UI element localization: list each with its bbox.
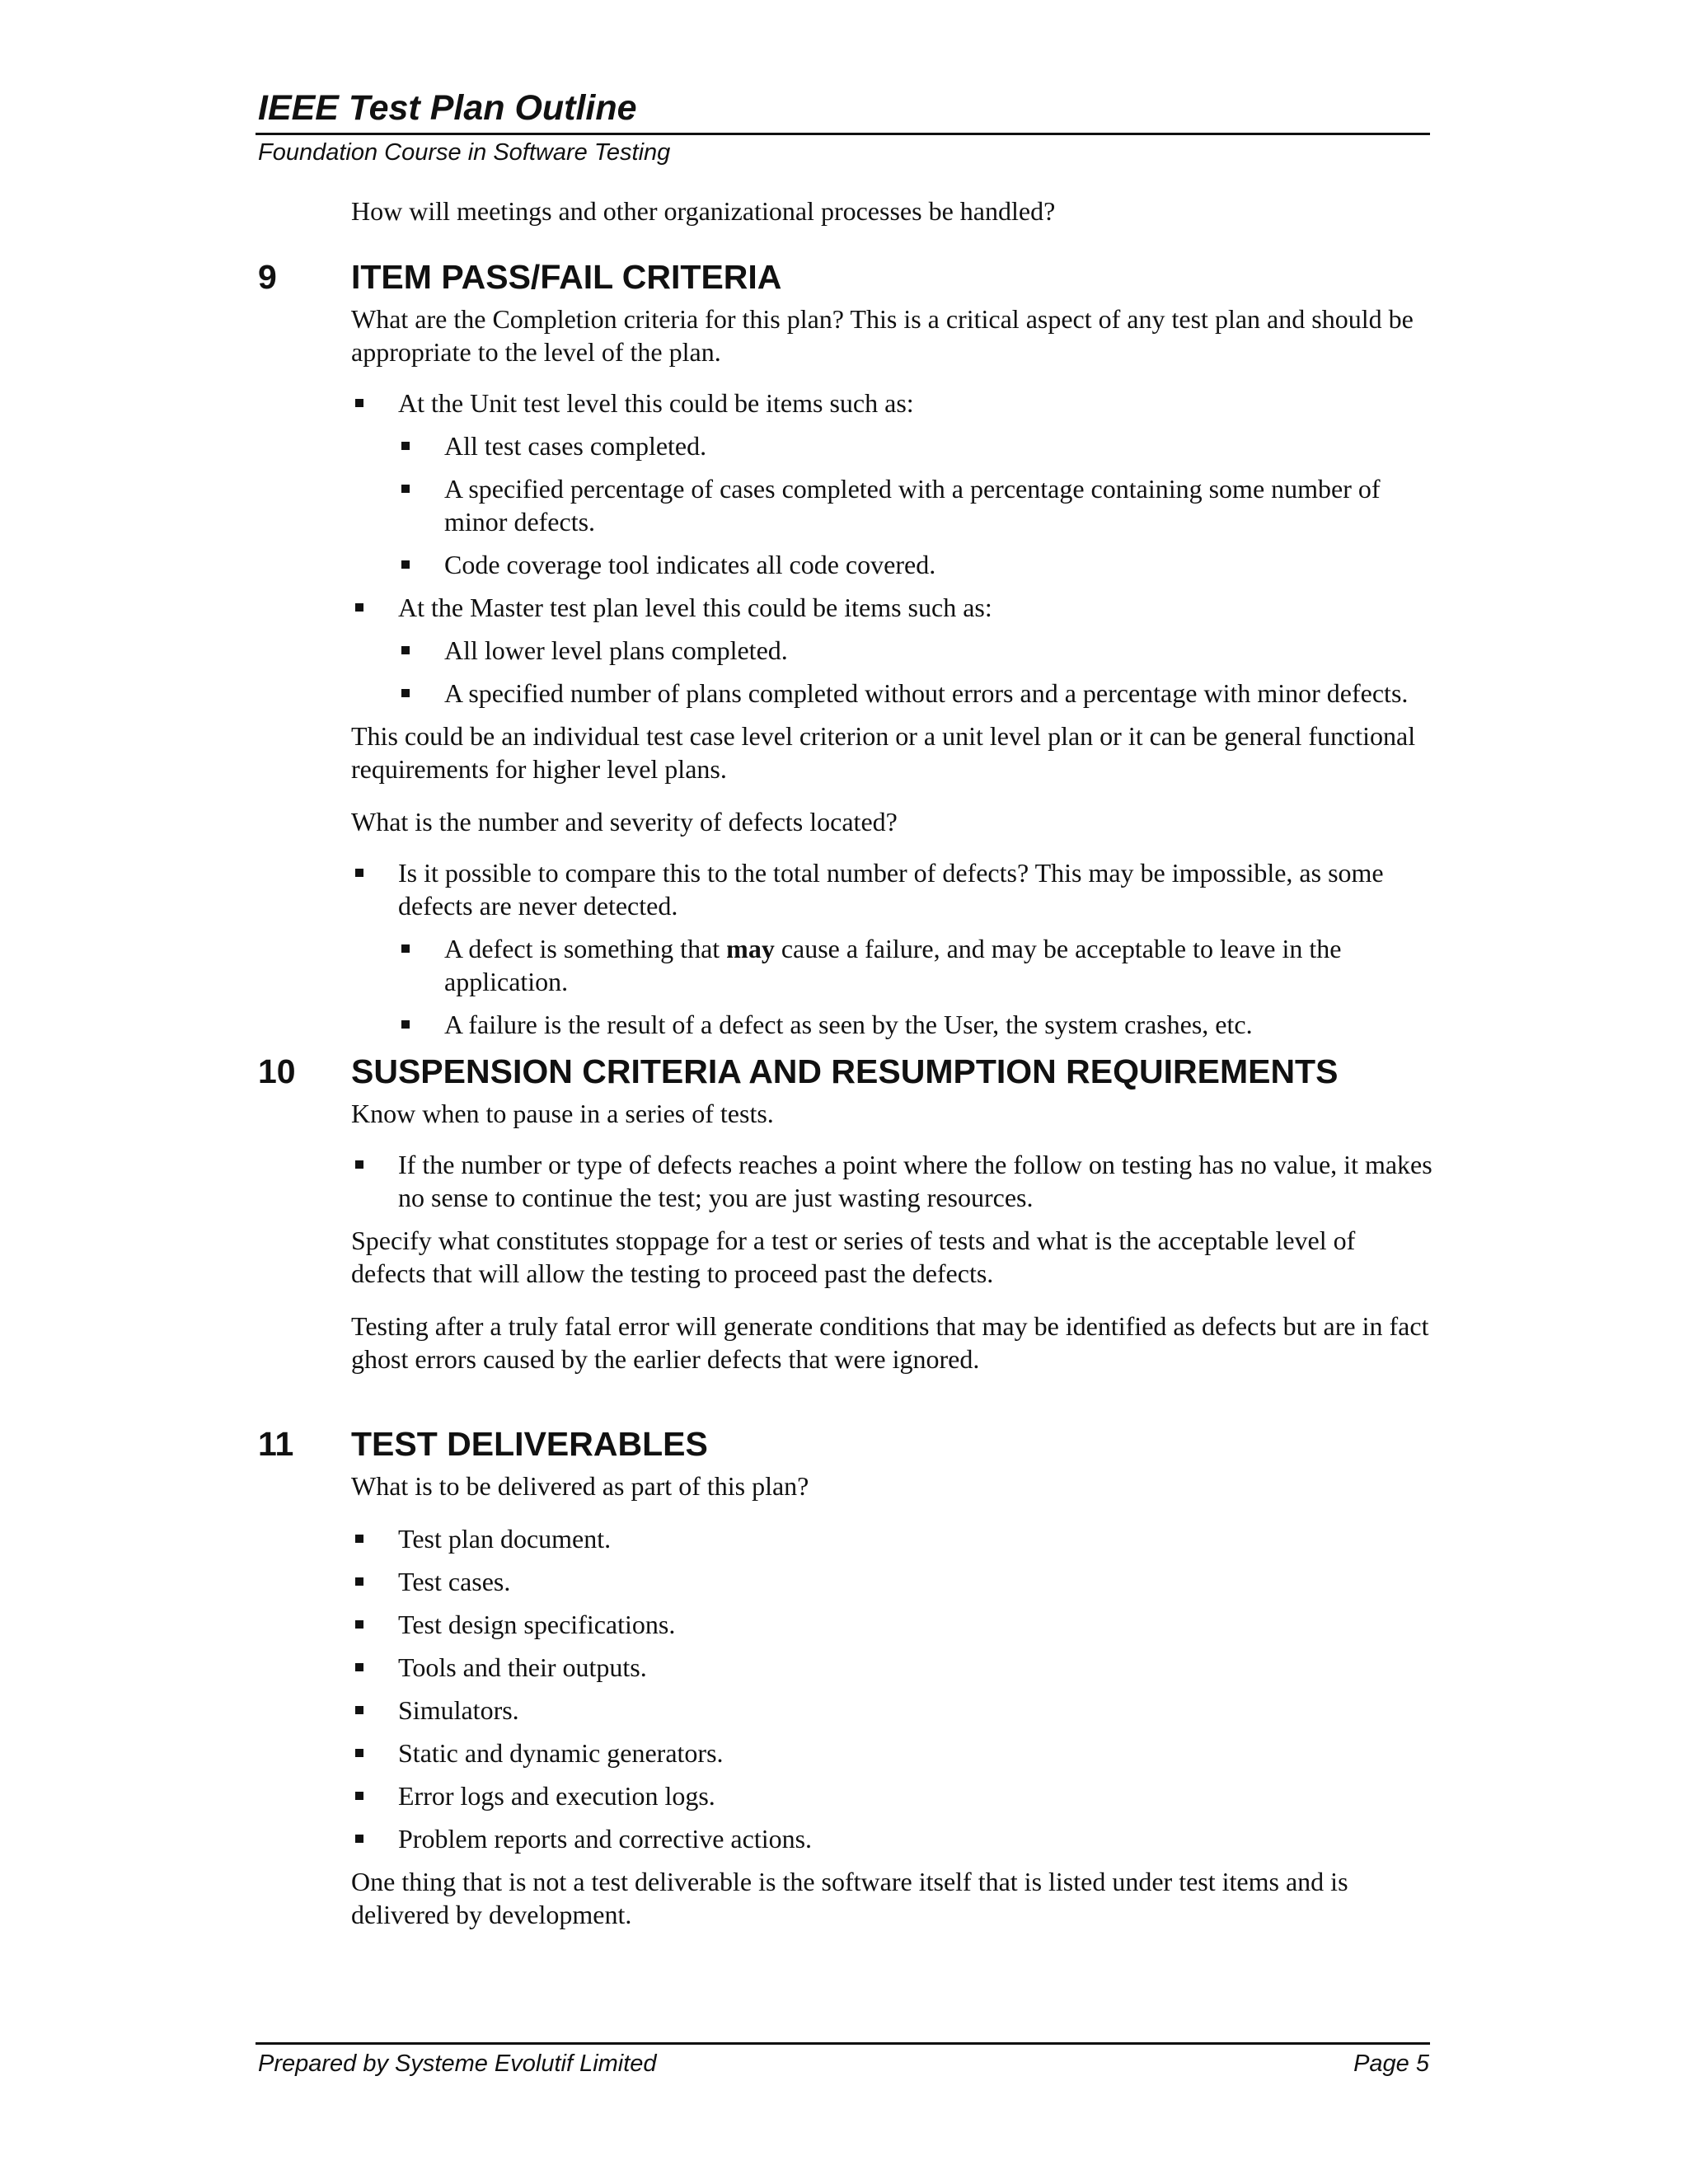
bullet-icon	[355, 399, 363, 407]
section-11	[258, 1423, 1432, 1931]
header-rule	[256, 133, 1430, 135]
list-item: Test cases.	[351, 1565, 1432, 1598]
paragraph: What are the Completion criteria for this plan? This is a critical aspect of any test plan and should be appropriate to the level of the plan.	[351, 304, 1414, 367]
header-title: IEEE Test Plan Outline	[258, 88, 637, 128]
list-item: All test cases completed.	[351, 429, 1432, 462]
bullet-icon	[355, 1835, 363, 1843]
footer-rule	[256, 2042, 1430, 2045]
bullet-icon	[401, 485, 410, 493]
list-item: A failure is the result of a defect as seen by the User, the system crashes, etc.	[351, 1008, 1432, 1041]
bullet-icon	[355, 1749, 363, 1757]
section-heading	[258, 1051, 1432, 1092]
section-number: 11	[258, 1425, 294, 1463]
bullet-icon	[355, 1577, 363, 1586]
list-item: All lower level plans completed.	[351, 634, 1432, 667]
bullet-icon	[401, 689, 410, 697]
bullet-icon	[355, 1663, 363, 1671]
bullet-icon	[355, 1535, 363, 1543]
list-item: Error logs and execution logs.	[351, 1779, 1432, 1812]
list-item: Tools and their outputs.	[351, 1651, 1432, 1684]
section-number: 10	[258, 1052, 296, 1090]
list-item: A specified number of plans completed without errors and a percentage with minor defects.	[351, 677, 1432, 710]
bullet-icon	[401, 560, 410, 569]
section-10	[258, 1051, 1432, 1376]
bullet-icon	[355, 1706, 363, 1714]
list-item: Test design specifications.	[351, 1608, 1432, 1641]
section-title: ITEM PASS/FAIL CRITERIA	[351, 258, 782, 296]
section-number: 9	[258, 258, 277, 296]
bullet-icon	[355, 1792, 363, 1800]
header-subtitle: Foundation Course in Software Testing	[258, 139, 671, 166]
bullet-list	[351, 1148, 1432, 1214]
intro-line: How will meetings and other organizational processes be handled?	[351, 196, 1056, 226]
list-item: Static and dynamic generators.	[351, 1736, 1432, 1769]
list-item: Simulators.	[351, 1694, 1432, 1727]
bullet-icon	[401, 1020, 410, 1029]
bullet-icon	[355, 1160, 363, 1169]
section-9	[258, 256, 1432, 1041]
list-item: At the Unit test level this could be items such as:	[351, 387, 1432, 419]
section-heading	[258, 256, 1432, 298]
bullet-icon	[401, 442, 410, 450]
paragraph: Specify what constitutes stoppage for a test or series of tests and what is the acceptable level of defects that will allow the testing to proceed past the defects.	[351, 1226, 1356, 1288]
bullet-icon	[401, 646, 410, 654]
list-item: At the Master test plan level this could be items such as:	[351, 591, 1432, 624]
bullet-icon	[355, 1620, 363, 1629]
list-item: A defect is something that may cause a failure, and may be acceptable to leave in the application.	[351, 932, 1432, 998]
list-item: Test plan document.	[351, 1522, 1432, 1555]
list-item: Code coverage tool indicates all code covered.	[351, 548, 1432, 581]
paragraph: This could be an individual test case level criterion or a unit level plan or it can be general functional requirements for higher level plans.	[351, 721, 1416, 784]
page-content	[258, 194, 1432, 1931]
paragraph: One thing that is not a test deliverable is the software itself that is listed under test items and is delivered by development.	[351, 1867, 1348, 1929]
bullet-icon	[355, 603, 363, 612]
list-item: Problem reports and corrective actions.	[351, 1822, 1432, 1855]
list-item: Is it possible to compare this to the total number of defects? This may be impossible, as some defects are never detected.	[351, 856, 1432, 922]
bullet-list	[351, 856, 1432, 1041]
list-item: If the number or type of defects reaches a point where the follow on testing has no value, it makes no sense to continue the test; you are just wasting resources.	[351, 1148, 1432, 1214]
list-item: A specified percentage of cases completed with a percentage containing some number of minor defects.	[351, 472, 1432, 538]
section-title: TEST DELIVERABLES	[351, 1425, 708, 1463]
paragraph: What is to be delivered as part of this plan?	[351, 1471, 809, 1501]
deliverables-list	[351, 1522, 1432, 1855]
paragraph: What is the number and severity of defects located?	[351, 807, 898, 837]
section-title: SUSPENSION CRITERIA AND RESUMPTION REQUIREMENTS	[351, 1052, 1339, 1090]
bullet-list	[351, 387, 1432, 710]
bullet-icon	[401, 944, 410, 953]
footer-preparer: Prepared by Systeme Evolutif Limited	[258, 2050, 657, 2077]
paragraph: Testing after a truly fatal error will generate conditions that may be identified as defects but are in fact ghost errors caused by the earlier defects that were ignored.	[351, 1311, 1429, 1374]
footer-page-number: Page 5	[1353, 2050, 1429, 2077]
bullet-icon	[355, 869, 363, 877]
section-heading	[258, 1423, 1432, 1465]
paragraph: Know when to pause in a series of tests.	[351, 1099, 774, 1128]
